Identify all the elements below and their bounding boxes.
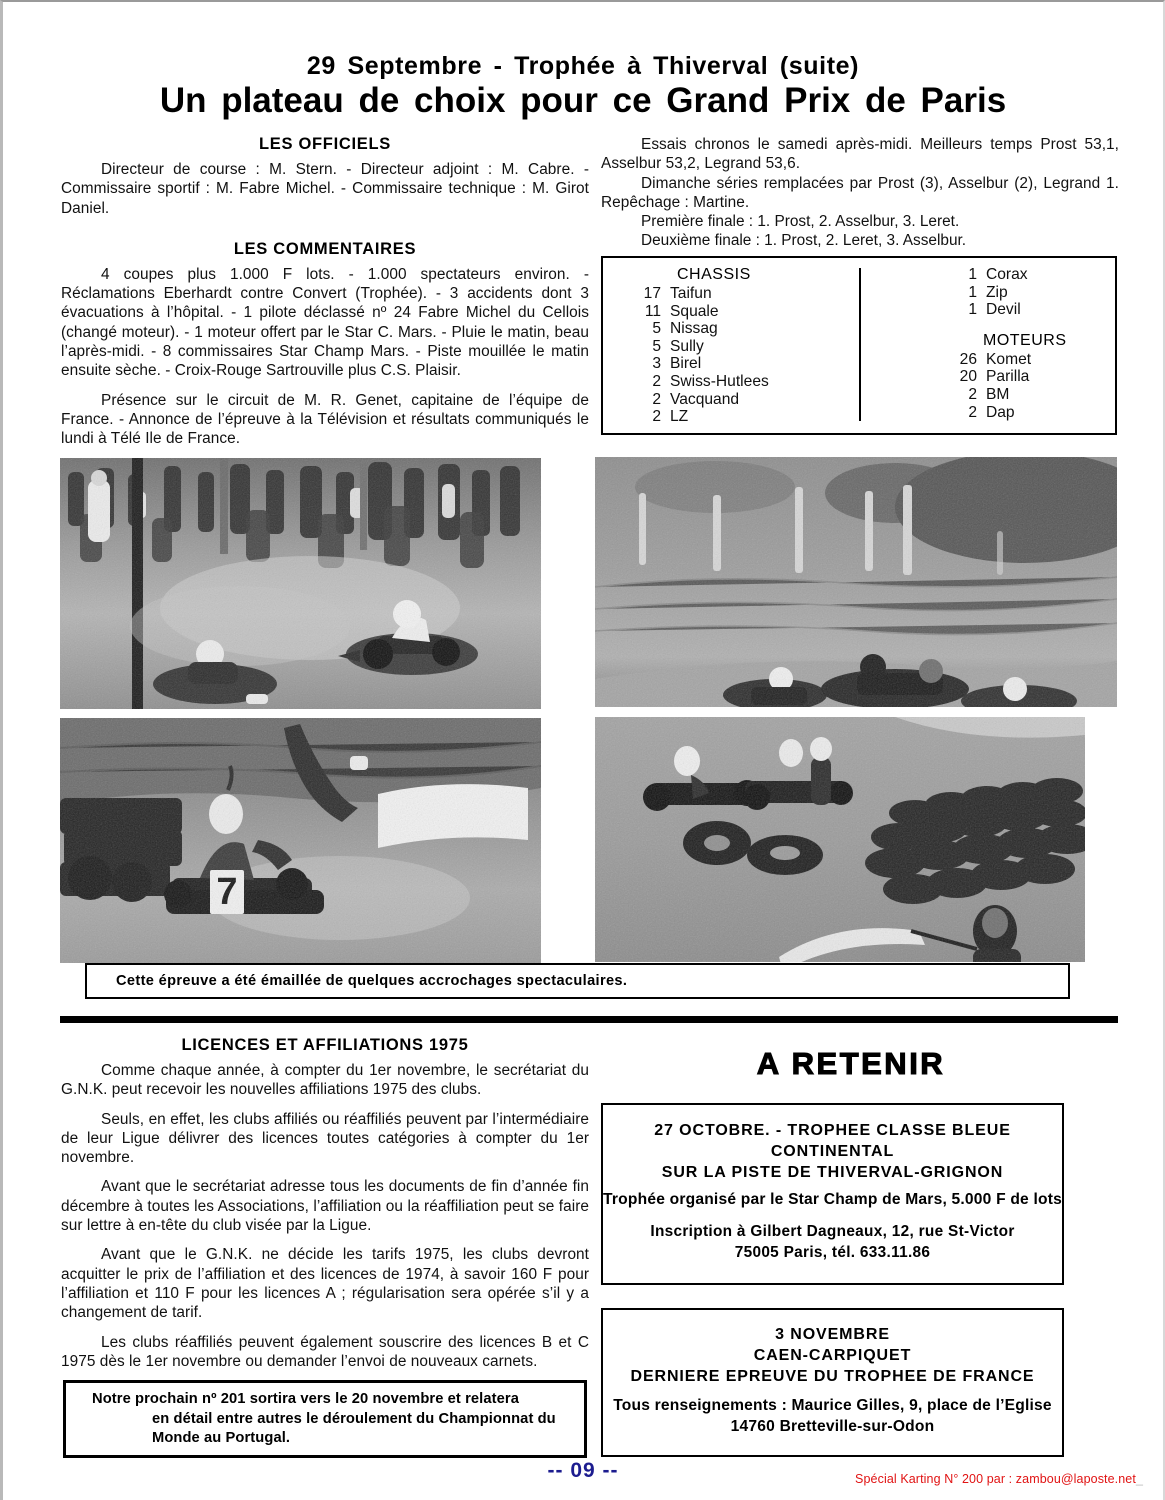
table-row xyxy=(631,408,859,426)
page-number: -- 09 -- xyxy=(547,1459,619,1482)
section-heading-commentaires: LES COMMENTAIRES xyxy=(233,239,417,258)
advert2-line-2: CAEN-CARPIQUET xyxy=(753,1347,912,1364)
officiels-paragraph: Directeur de course : M. Stern. - Directeur adjoint : M. Cabre. - Commissaire sportif : M. Fabre Michel. - Commissaire technique : M. Girot Daniel. xyxy=(61,161,589,217)
scan-credit-text: Spécial Karting N° 200 par : zambou@laposte.net xyxy=(855,1472,1136,1486)
advert1-line-1: 27 OCTOBRE. - TROPHEE CLASSE BLEUE xyxy=(654,1122,1011,1139)
scan-credit-tail: _ xyxy=(1135,1472,1143,1486)
licences-paragraph-1: Comme chaque année, à compter du 1er novembre, le secrétariat du G.N.K. peut recevoir les nouvelles affiliations 1975 des clubs. xyxy=(61,1062,589,1099)
moteur-qty: 20 xyxy=(959,368,977,386)
advert2-line-3: DERNIERE EPREUVE DU TROPHEE DE FRANCE xyxy=(630,1368,1035,1385)
chassis-qty: 1 xyxy=(968,301,977,319)
section-heading-licences: LICENCES ET AFFILIATIONS 1975 xyxy=(181,1036,469,1054)
table-row xyxy=(947,284,1115,302)
notice-line-2: en détail entre autres le déroulement du Championnat du xyxy=(152,1410,556,1427)
moteur-qty: 2 xyxy=(968,385,977,403)
commentaires-paragraph-2: Présence sur le circuit de M. R. Genet, capitaine de l’équipe de France. - Annonce de l’épreuve à la Télévision et résultats communiqués le lundi à Télé Ile de France. xyxy=(61,391,589,448)
licences-paragraph-2: Seuls, en effet, les clubs affiliés ou réaffiliés peuvent par l’intermédiaire de leur Ligue délivrer des licences toutes catégories à compter du 1er novembre. xyxy=(61,1110,589,1167)
chassis-qty: 2 xyxy=(652,408,661,426)
kart-spinning-in-dust-with-spectators-image xyxy=(60,458,541,709)
table-row xyxy=(947,301,1115,319)
chassis-name: Zip xyxy=(986,283,1008,301)
section-divider-rule xyxy=(60,1016,1118,1023)
advert1-line-3: SUR LA PISTE DE THIVERVAL-GRIGNON xyxy=(661,1164,1004,1181)
moteur-qty: 26 xyxy=(959,350,977,368)
chassis-column xyxy=(603,266,859,433)
chassis-moteurs-table xyxy=(601,256,1117,435)
moteur-name: BM xyxy=(986,385,1010,403)
page-title: Un plateau de choix pour ce Grand Prix de Paris xyxy=(159,81,1007,120)
chassis-heading: CHASSIS xyxy=(677,266,751,283)
moteur-name: Parilla xyxy=(986,368,1030,386)
advert2-line-4: Tous renseignements : Maurice Gilles, 9, place de l’Eglise xyxy=(613,1397,1052,1414)
advert-box-caen-carpiquet xyxy=(601,1308,1064,1457)
chassis-name: Taifun xyxy=(670,285,712,302)
moteurs-heading: MOTEURS xyxy=(983,331,1067,349)
advert-box-trophee-classe-bleue xyxy=(601,1103,1064,1285)
licences-paragraph-4: Avant que le G.N.K. ne décide les tarifs 1975, les clubs devront acquitter le prix de l’affiliation et des licences de 1974, à savoir 160 F pour l’affiliation et 110 F pour les licences A ; régularisation sera opérée s’il y a changement de tarif. xyxy=(61,1246,589,1322)
licences-section xyxy=(61,1036,589,1381)
section-heading-officiels: LES OFFICIELS xyxy=(259,135,391,153)
table-row xyxy=(947,368,1115,386)
chassis-name: Squale xyxy=(670,302,719,320)
chassis-name: Sully xyxy=(670,337,704,355)
chassis-name: Vacquand xyxy=(670,390,740,408)
table-row xyxy=(631,320,859,338)
right-column xyxy=(601,135,1119,251)
chassis-name: Corax xyxy=(986,266,1028,283)
table-row xyxy=(631,285,859,303)
advert2-line-5: 14760 Bretteville-sur-Odon xyxy=(730,1418,935,1435)
moteur-name: Dap xyxy=(986,403,1015,421)
karts-racing-past-grass-bank-image xyxy=(595,457,1117,707)
chassis-qty: 2 xyxy=(652,390,661,408)
notice-line-1: Notre prochain nº 201 sortira vers le 20 novembre et relatera xyxy=(92,1391,519,1407)
notice-line-3: Monde au Portugal. xyxy=(152,1430,291,1446)
photo-bottom-left xyxy=(60,718,541,963)
finale-line-1: Première finale : 1. Prost, 2. Asselbur, 3. Leret. xyxy=(641,213,960,231)
advert2-line-1: 3 NOVEMBRE xyxy=(775,1326,890,1343)
essais-paragraph-1: Essais chronos le samedi après-midi. Meilleurs temps Prost 53,1, Asselbur 53,2, Legrand 53,6. xyxy=(601,136,1119,173)
table-row xyxy=(947,351,1115,369)
finale-line-2: Deuxième finale : 1. Prost, 2. Leret, 3. Asselbur. xyxy=(641,232,967,250)
photo-caption-text: Cette épreuve a été émaillée de quelques accrochages spectaculaires. xyxy=(116,973,628,989)
moteur-name: Komet xyxy=(986,350,1032,368)
photo-bottom-right xyxy=(595,717,1085,962)
table-row xyxy=(631,338,859,356)
table-row xyxy=(947,386,1115,404)
chassis-qty: 5 xyxy=(652,337,661,355)
table-row xyxy=(631,373,859,391)
table-row xyxy=(947,404,1115,422)
chassis-qty: 1 xyxy=(968,266,977,283)
commentaires-paragraph-1: 4 coupes plus 1.000 F lots. - 1.000 spectateurs environ. - Réclamations Eberhardt contre Convert (Trophée). - 3 accidents dont 3 évacuations à l’hôpital. - 1 pilote déclassé nº 24 Fabre Michel du Cellois (changé moteur). - 1 moteur offert par le Star C. Mars. - Pluie le matin, beau l’après-midi. - 8 commissaires Star Champ Mars. - Piste mouillée le matin ensuite sèche. - Croix-Rouge Sartrouville plus C.S. Plaisir. xyxy=(61,265,589,380)
scan-credit xyxy=(855,1472,1143,1486)
table-row xyxy=(631,303,859,321)
licences-paragraph-5: Les clubs réaffiliés peuvent également souscrire des licences B et C 1975 dès le 1er novembre ou demander l’envoi de nouveaux carnets. xyxy=(61,1333,589,1370)
a-retenir-heading: A RETENIR xyxy=(756,1046,946,1081)
chassis-name: LZ xyxy=(670,408,689,426)
chassis-qty: 11 xyxy=(644,302,661,320)
licences-paragraph-3: Avant que le secrétariat adresse tous les documents de fin d’année fin décembre à toutes les Associations, l’affiliation ou la réaffiliation peut se faire sur lettre à en-tête du club visée par la Ligue. xyxy=(61,1178,589,1235)
chassis-qty: 5 xyxy=(652,320,661,338)
advert1-line-4: Trophée organisé par le Star Champ de Mars, 5.000 F de lots xyxy=(603,1191,1062,1208)
chassis-name: Birel xyxy=(670,355,702,373)
crashed-karts-among-tyre-barrier-image xyxy=(595,717,1085,962)
table-row xyxy=(947,266,1115,284)
next-issue-notice-box xyxy=(63,1380,587,1458)
advert1-line-6: 75005 Paris, tél. 633.11.86 xyxy=(734,1244,931,1261)
chassis-continued-and-moteurs-column xyxy=(859,266,1115,433)
advert1-line-5: Inscription à Gilbert Dagneaux, 12, rue St-Victor xyxy=(650,1223,1015,1240)
chassis-name: Nissag xyxy=(670,320,718,338)
page-kicker: 29 Septembre - Trophée à Thiverval (suite) xyxy=(306,52,860,80)
chassis-qty: 1 xyxy=(968,283,977,301)
chassis-qty: 17 xyxy=(643,285,661,302)
left-column xyxy=(61,135,589,459)
photo-top-left xyxy=(60,458,541,709)
chassis-name: Swiss-Hutlees xyxy=(670,372,769,390)
photo-caption-box xyxy=(85,963,1070,999)
chassis-name: Devil xyxy=(986,301,1021,319)
advert1-line-2: CONTINENTAL xyxy=(770,1143,895,1160)
chassis-qty: 2 xyxy=(652,372,661,390)
essais-paragraph-2: Dimanche séries remplacées par Prost (3), Asselbur (2), Legrand 1. Repêchage : Martine. xyxy=(601,174,1119,211)
svg-text:7: 7 xyxy=(216,871,238,913)
photo-top-right xyxy=(595,457,1117,707)
kart-number-7-sliding-off-track-image xyxy=(60,718,541,963)
chassis-qty: 3 xyxy=(652,355,661,373)
table-row xyxy=(631,391,859,409)
table-row xyxy=(631,355,859,373)
moteur-qty: 2 xyxy=(968,403,977,421)
